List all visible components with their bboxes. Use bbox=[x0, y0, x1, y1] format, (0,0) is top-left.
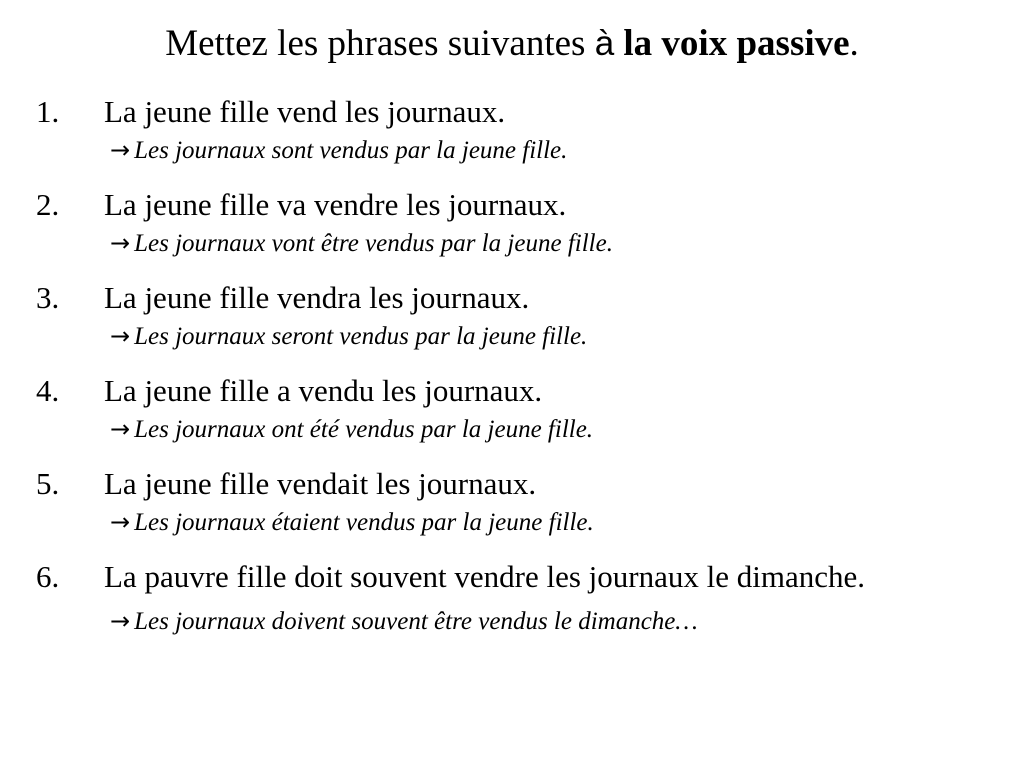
list-item-2 bbox=[0, 185, 1024, 260]
item-sentence: La jeune fille vendait les journaux. bbox=[104, 466, 537, 501]
arrow-right-icon: → bbox=[110, 322, 131, 350]
answer-text: Les journaux sont vendus par la jeune fille. bbox=[134, 137, 568, 164]
answer-text: Les journaux ont été vendus par la jeune fille. bbox=[134, 416, 594, 443]
item-number: 3. bbox=[36, 280, 60, 315]
item-sentence: La jeune fille vend les journaux. bbox=[104, 94, 506, 129]
item-number: 5. bbox=[36, 466, 60, 501]
item-answer bbox=[110, 413, 1024, 446]
item-answer bbox=[110, 227, 1024, 260]
arrow-right-icon: → bbox=[110, 136, 131, 164]
item-answer bbox=[110, 134, 1024, 167]
title-suffix: . bbox=[849, 23, 859, 64]
list-item-1 bbox=[0, 92, 1024, 167]
answer-text: Les journaux vont être vendus par la jeune fille. bbox=[134, 230, 613, 257]
item-number: 4. bbox=[36, 373, 60, 408]
list-item-3 bbox=[0, 278, 1024, 353]
arrow-right-icon: → bbox=[110, 415, 131, 443]
item-sentence: La jeune fille a vendu les journaux. bbox=[104, 373, 543, 408]
item-sentence: La pauvre fille doit souvent vendre les journaux le dimanche. bbox=[104, 559, 865, 594]
page-title bbox=[0, 20, 1024, 68]
answer-text: Les journaux étaient vendus par la jeune fille. bbox=[134, 509, 594, 536]
list-item-4 bbox=[0, 371, 1024, 446]
title-a-accent: à bbox=[594, 24, 615, 63]
answer-text: Les journaux seront vendus par la jeune fille. bbox=[134, 323, 588, 350]
arrow-right-icon: → bbox=[110, 607, 131, 635]
item-answer bbox=[110, 506, 1024, 539]
item-answer bbox=[110, 605, 1024, 638]
item-sentence: La jeune fille vendra les journaux. bbox=[104, 280, 530, 315]
list-item-5 bbox=[0, 464, 1024, 539]
item-number: 2. bbox=[36, 187, 60, 222]
arrow-right-icon: → bbox=[110, 229, 131, 257]
item-answer bbox=[110, 320, 1024, 353]
title-bold: la voix passive bbox=[614, 23, 850, 64]
item-sentence: La jeune fille va vendre les journaux. bbox=[104, 187, 567, 222]
list-item-6 bbox=[0, 557, 1024, 638]
answer-text: Les journaux doivent souvent être vendus le dimanche… bbox=[134, 608, 698, 635]
item-number: 6. bbox=[36, 559, 60, 594]
exercise-list bbox=[0, 92, 1024, 656]
title-prefix: Mettez les phrases suivantes bbox=[165, 23, 595, 64]
item-number: 1. bbox=[36, 94, 60, 129]
arrow-right-icon: → bbox=[110, 508, 131, 536]
